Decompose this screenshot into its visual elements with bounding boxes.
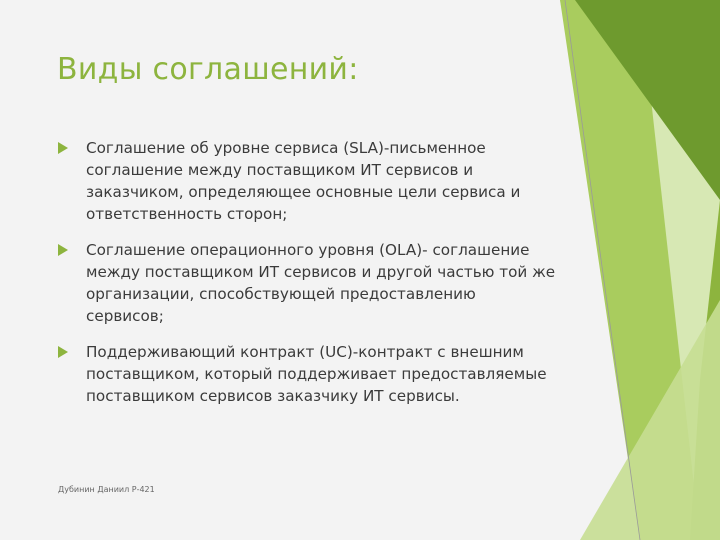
- bullet-item: [56, 239, 556, 327]
- triangle-bullet-icon: [58, 142, 68, 154]
- bullet-text: Соглашение об уровне сервиса (SLA)-письменное соглашение между поставщиком ИТ сервисов и заказчиком, определяющее основные цели сервиса и ответственность сторон;: [86, 139, 521, 223]
- bullet-item: [56, 341, 556, 407]
- slide-title: Виды соглашений:: [57, 52, 359, 87]
- triangle-bullet-icon: [58, 346, 68, 358]
- triangle-bullet-icon: [58, 244, 68, 256]
- bullet-text: Поддерживающий контракт (UC)-контракт с внешним поставщиком, который поддерживает предоставляемые поставщиком сервисов заказчику ИТ сервисы.: [86, 343, 547, 405]
- bullet-text: Соглашение операционного уровня (OLA)- соглашение между поставщиком ИТ сервисов и другой частью той же организации, способствующей предоставлению сервисов;: [86, 241, 556, 325]
- footer-author: Дубинин Даниил Р-421: [58, 485, 155, 494]
- bullet-item: [56, 137, 556, 225]
- bullet-list: [56, 137, 556, 421]
